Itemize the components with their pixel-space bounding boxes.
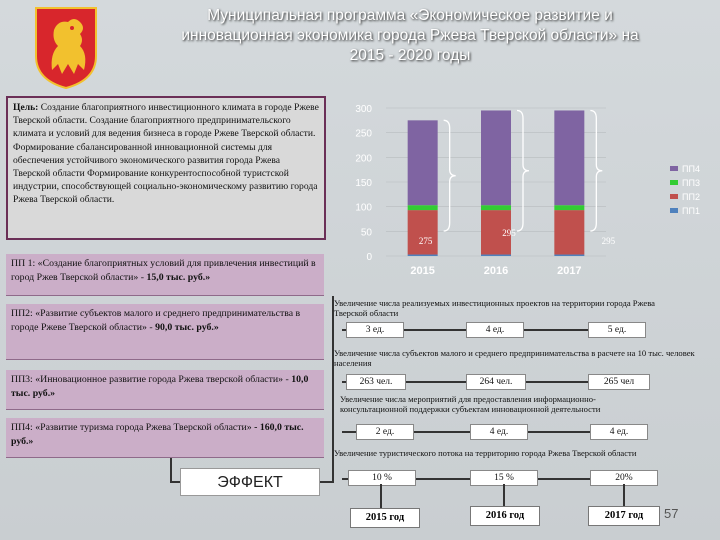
goal-box	[6, 96, 326, 240]
subprogram-3	[6, 370, 324, 410]
goal-text: Создание благоприятного инвестиционного климата в городе Ржеве Тверской области. Создание благоприятного предпринимательского климата и условий для ведения бизнеса в городе Ржеве Тверской области. Формирование сбалансированной инновационной системы для обеспечения устойчивого экономического развития города Ржева Тверской области Формирование конкурентоспособной туристской индустрии, способствующей социально-экономическому развитию города Ржева Тверской области.	[13, 102, 319, 206]
x-tick-label: 2017	[557, 265, 582, 277]
indicator-value: 10 %	[348, 470, 416, 486]
indicator-2-label: Увеличение числа субъектов малого и среднего предпринимательства в расчете на 10 тыс. человек населения	[334, 348, 695, 368]
y-tick-label: 100	[355, 202, 372, 214]
bar-segment	[481, 110, 511, 205]
legend-swatch	[670, 166, 678, 171]
legend-label: ПП2	[682, 192, 700, 202]
x-tick-label: 2015	[410, 265, 435, 277]
legend-label: ПП1	[682, 206, 700, 216]
subprogram-4	[6, 418, 324, 458]
coat-of-arms	[22, 4, 110, 90]
subprogram-text: ПП4: «Развитие туризма города Ржева Тверской области»	[11, 422, 255, 433]
indicator-value: 3 ед.	[346, 322, 404, 338]
indicator-1-label: Увеличение числа реализуемых инвестиционных проектов на территории города Ржева Тверской области	[334, 298, 655, 318]
indicator-value: 4 ед.	[466, 322, 524, 338]
connector-line	[503, 484, 505, 506]
total-label: 275	[418, 236, 433, 246]
connector-line	[623, 484, 625, 506]
title-line-1: Муниципальная программа «Экономическое развитие и	[207, 7, 613, 24]
subprogram-amount: 10,0 тыс. руб.»	[11, 374, 309, 399]
total-brace	[444, 120, 456, 231]
subprogram-text: ПП 1: «Создание благоприятных условий для привлечения инвестиций в город Ржев Тверской области» -	[11, 258, 316, 283]
subprogram-2	[6, 304, 324, 360]
bar-segment	[554, 110, 584, 205]
year-box-2016: 2016 год	[470, 506, 540, 526]
y-tick-label: 50	[360, 227, 372, 239]
legend-label: ПП3	[682, 178, 700, 188]
total-label: 295	[601, 236, 616, 246]
connector-line	[170, 458, 172, 483]
y-tick-label: 250	[355, 128, 372, 140]
legend-swatch	[670, 208, 678, 213]
legend-label: ПП4	[682, 164, 700, 174]
indicator-value: 263 чел.	[346, 374, 406, 390]
bar-segment	[554, 255, 584, 256]
connector-line	[380, 484, 382, 508]
indicator-value: 5 ед.	[588, 322, 646, 338]
indicator-3-label: Увеличение числа мероприятий для предоставления информационно-консультационной поддержки субъектам инновационной деятельности	[340, 394, 601, 414]
subprogram-amount: - 160,0 тыс. руб.»	[11, 422, 304, 447]
bar-segment	[481, 205, 511, 210]
bar-segment	[408, 255, 438, 256]
legend-swatch	[670, 180, 678, 185]
bar-segment	[408, 210, 438, 254]
subprogram-amount: 15,0 тыс. руб.»	[146, 272, 211, 283]
page-number: 57	[664, 506, 679, 521]
bar-segment	[408, 205, 438, 210]
y-tick-label: 200	[355, 153, 372, 165]
year-box-2017: 2017 год	[588, 506, 660, 526]
effect-box: ЭФФЕКТ	[180, 468, 320, 496]
indicator-value: 4 ед.	[470, 424, 528, 440]
year-box-2015: 2015 год	[350, 508, 420, 528]
goal-label: Цель:	[13, 102, 39, 113]
y-tick-label: 150	[355, 178, 372, 189]
indicator-value: 264 чел.	[466, 374, 526, 390]
subprogram-1	[6, 254, 324, 296]
page-title	[100, 6, 720, 66]
bar-segment	[554, 205, 584, 210]
total-brace	[517, 110, 529, 231]
indicator-4-label: Увеличение туристического потока на территорию города Ржева Тверской области	[334, 448, 637, 458]
x-tick-label: 2016	[483, 265, 509, 277]
bar-segment	[554, 210, 584, 254]
y-tick-label: 0	[366, 252, 372, 263]
indicator-value: 15 %	[470, 470, 538, 486]
indicator-value: 2 ед.	[356, 424, 414, 440]
subprogram-amount: 90,0 тыс. руб.»	[155, 322, 219, 333]
subprogram-text: ПП3: «Инновационное развитие города Ржева тверской области» -	[11, 374, 292, 385]
bar-segment	[408, 120, 438, 205]
indicator-value: 4 ед.	[590, 424, 648, 440]
indicator-value: 20%	[590, 470, 658, 486]
bar-segment	[481, 255, 511, 256]
subprogram-text: ПП2: «Развитие субъектов малого и среднего предпринимательства в городе Ржеве Тверской области» -	[11, 308, 301, 333]
total-brace	[590, 110, 602, 231]
title-line-3: 2015 - 2020 годы	[349, 47, 471, 64]
indicator-value: 265 чел	[588, 374, 650, 390]
y-tick-label: 300	[355, 104, 372, 115]
stacked-bar-chart	[334, 96, 720, 286]
total-label: 295	[502, 228, 516, 238]
title-line-2: инновационная экономика города Ржева Тверской области» на	[181, 27, 639, 44]
legend-swatch	[670, 194, 678, 199]
